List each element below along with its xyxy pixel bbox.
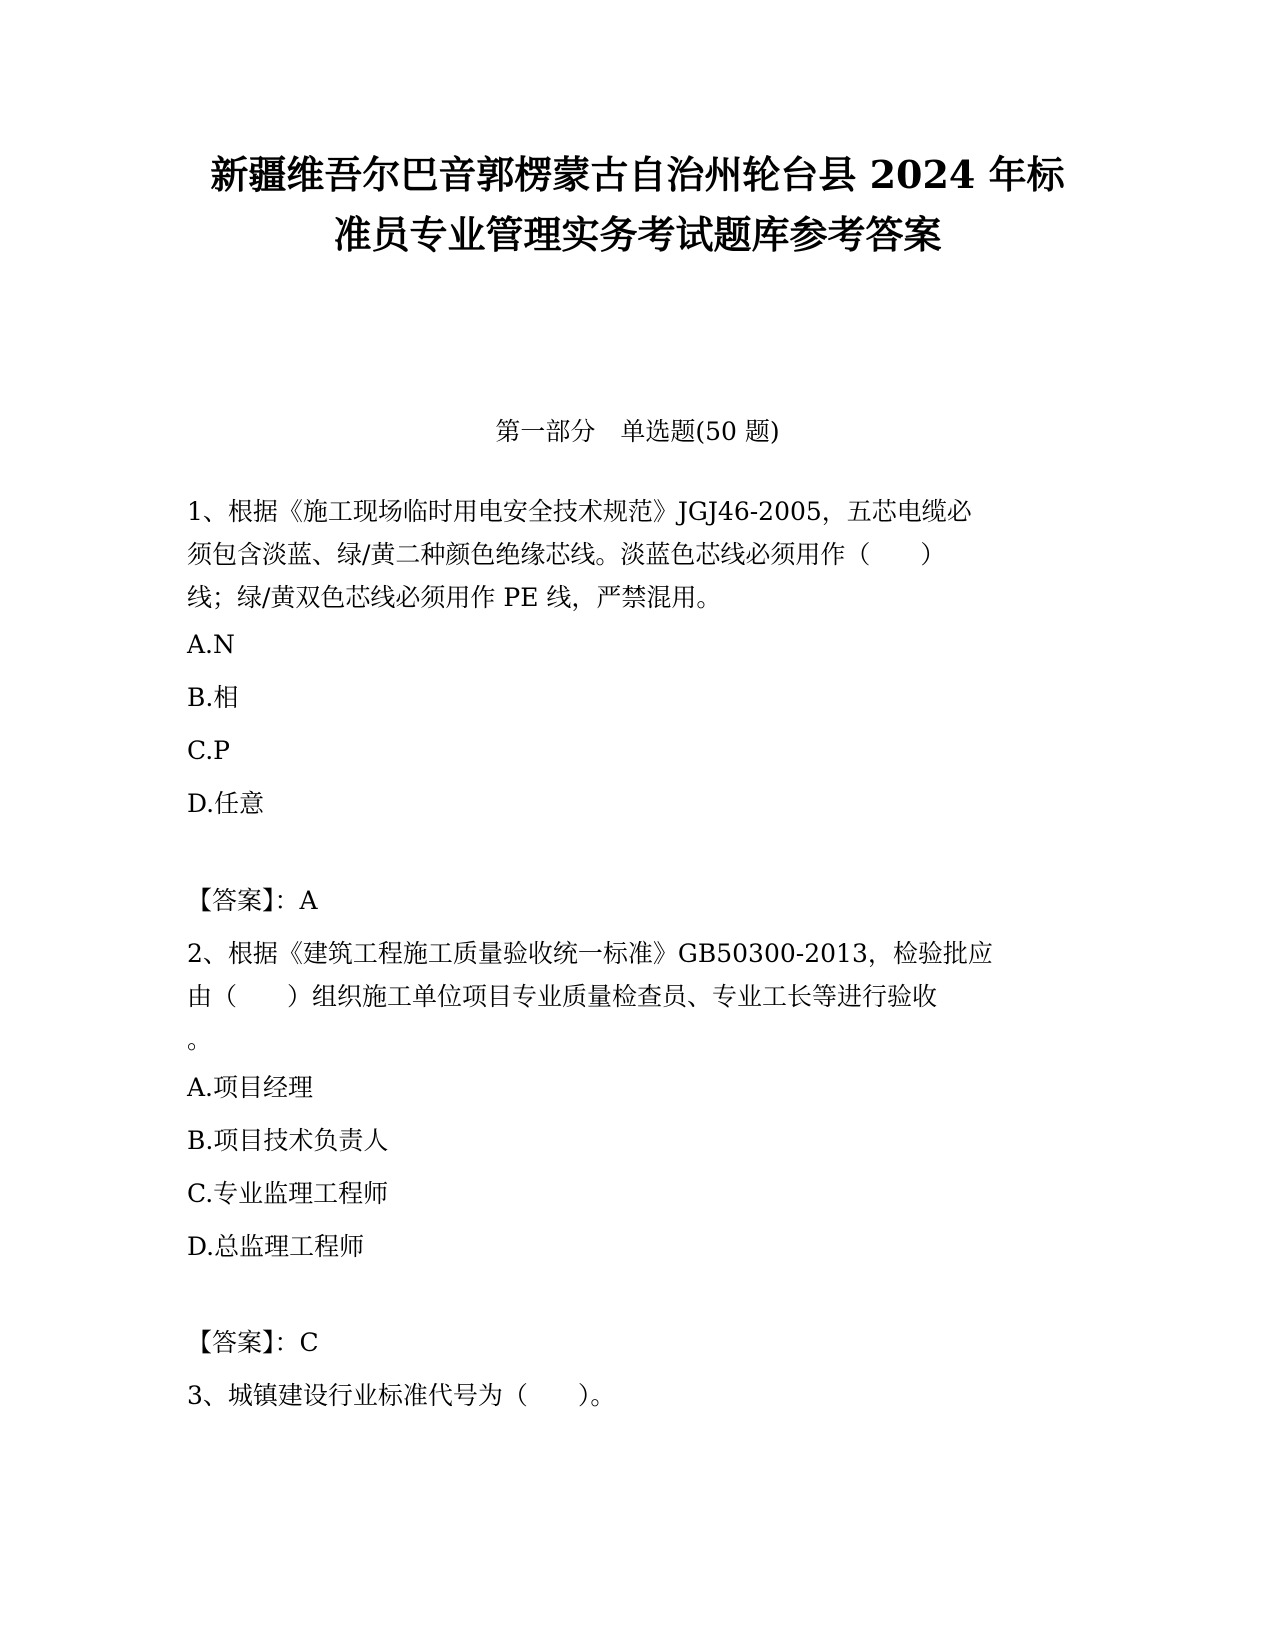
question-1-options (187, 628, 1087, 662)
section-heading: 第一部分 单选题(50 题) (495, 417, 780, 446)
question-2-text-line: 。 (187, 1025, 213, 1054)
question-2-answer: 【答案】：C (187, 1328, 319, 1357)
question-1-option-c: C.P (187, 736, 231, 765)
question-2-text-line: 由（ ）组织施工单位项目专业质量检查员、专业工长等进行验收 (187, 982, 938, 1011)
question-2-options (187, 1124, 1087, 1158)
question-1-options (187, 681, 1087, 715)
question-3-text-line: 3、城镇建设行业标准代号为（ ）。 (187, 1381, 616, 1410)
question-1-options (187, 787, 1087, 821)
question-2-options (187, 1230, 1087, 1264)
question-1-option-d: D.任意 (187, 789, 265, 818)
question-2-option-a: A.项目经理 (187, 1073, 314, 1102)
question-1-text-line: 1、根据《施工现场临时用电安全技术规范》JGJ46-2005，五芯电缆必 (187, 497, 972, 526)
question-2-options (187, 1177, 1087, 1211)
question-2-options (187, 1071, 1087, 1105)
question-1-text-line: 线；绿/黄双色芯线必须用作 PE 线，严禁混用。 (187, 583, 722, 612)
question-2-option-c: C.专业监理工程师 (187, 1179, 389, 1208)
question-1-option-a: A.N (187, 630, 235, 659)
question-3 (187, 1374, 1087, 1417)
question-2-answer-block (187, 1326, 1087, 1360)
question-1 (187, 490, 1087, 619)
question-2 (187, 932, 1087, 1061)
question-2-option-d: D.总监理工程师 (187, 1232, 365, 1261)
title-line-1: 新疆维吾尔巴音郭楞蒙古自治州轮台县 2024 年标 (210, 152, 1065, 197)
question-1-options (187, 734, 1087, 768)
document-title (150, 145, 1125, 265)
question-2-option-b: B.项目技术负责人 (187, 1126, 389, 1155)
question-1-answer: 【答案】：A (187, 886, 318, 915)
question-1-text-line: 须包含淡蓝、绿/黄二种颜色绝缘芯线。淡蓝色芯线必须用作（ ） (187, 540, 946, 569)
question-1-answer-block (187, 884, 1087, 918)
question-2-text-line: 2、根据《建筑工程施工质量验收统一标准》GB50300-2013，检验批应 (187, 939, 993, 968)
title-line-2: 准员专业管理实务考试题库参考答案 (333, 212, 942, 257)
question-1-option-b: B.相 (187, 683, 239, 712)
